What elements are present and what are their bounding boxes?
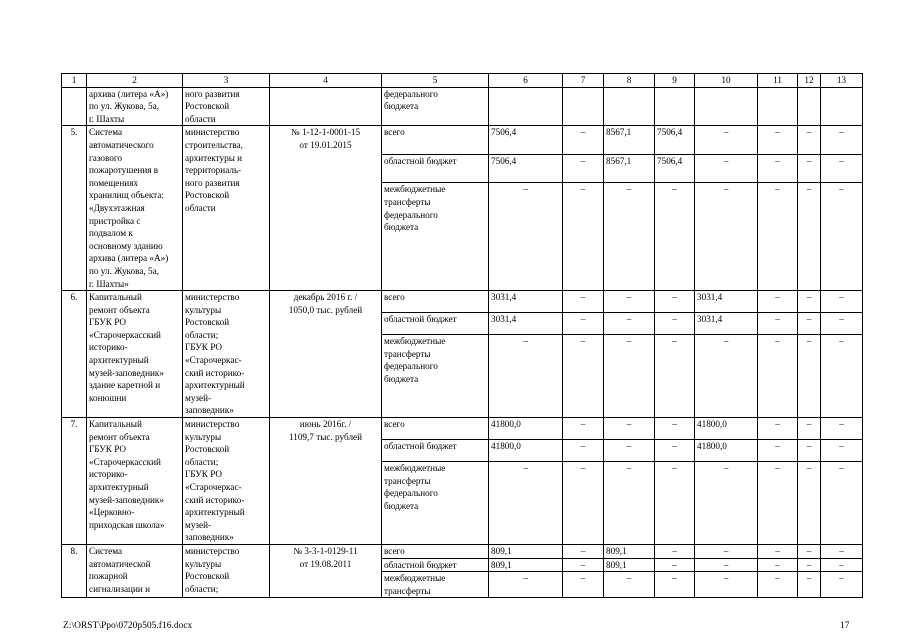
- value-cell: –: [655, 439, 695, 461]
- object-name-cell: Система автоматической пожарной сигнализации и: [87, 544, 183, 597]
- funding-source-cell: всего: [382, 126, 489, 155]
- budget-table: [61, 73, 863, 598]
- value-cell: –: [655, 558, 695, 572]
- funding-source-cell: федерального бюджета: [382, 87, 489, 126]
- value-cell: –: [695, 183, 758, 291]
- value-cell: –: [489, 461, 563, 544]
- value-cell: –: [695, 335, 758, 418]
- funding-source-cell: областной бюджет: [382, 313, 489, 335]
- value-cell: –: [695, 544, 758, 558]
- value-cell: 809,1: [604, 544, 655, 558]
- funding-source-cell: областной бюджет: [382, 558, 489, 572]
- value-cell: [563, 87, 604, 126]
- value-cell: 3031,4: [489, 313, 563, 335]
- value-cell: –: [798, 572, 821, 598]
- value-cell: –: [758, 544, 798, 558]
- value-cell: –: [758, 418, 798, 440]
- value-cell: –: [798, 291, 821, 313]
- funding-source-cell: областной бюджет: [382, 439, 489, 461]
- value-cell: 41800,0: [695, 418, 758, 440]
- funding-source-cell: межбюджетные трансферты федерального бюджета: [382, 461, 489, 544]
- value-cell: –: [563, 313, 604, 335]
- object-name-cell: Капитальный ремонт объекта ГБУК РО «Старочеркасский историко- архитектурный музей-заповедник» здание каретной и конюшни: [87, 291, 183, 418]
- column-header: 12: [798, 74, 821, 88]
- value-cell: –: [563, 335, 604, 418]
- value-cell: [798, 87, 821, 126]
- funding-source-cell: всего: [382, 418, 489, 440]
- value-cell: –: [758, 335, 798, 418]
- funding-source-cell: областной бюджет: [382, 154, 489, 183]
- value-cell: –: [798, 313, 821, 335]
- value-cell: –: [758, 154, 798, 183]
- value-cell: –: [821, 572, 863, 598]
- value-cell: 7506,4: [489, 126, 563, 155]
- value-cell: –: [604, 183, 655, 291]
- value-cell: –: [563, 544, 604, 558]
- value-cell: –: [563, 183, 604, 291]
- value-cell: –: [563, 126, 604, 155]
- value-cell: 809,1: [489, 544, 563, 558]
- value-cell: –: [798, 544, 821, 558]
- value-cell: [655, 87, 695, 126]
- value-cell: –: [655, 461, 695, 544]
- document-cell: июнь 2016г. / 1109,7 тыс. рублей: [270, 418, 382, 545]
- funding-source-cell: межбюджетные трансферты: [382, 572, 489, 598]
- value-cell: –: [798, 183, 821, 291]
- value-cell: –: [563, 291, 604, 313]
- row-number-cell: [62, 87, 87, 126]
- value-cell: –: [821, 418, 863, 440]
- value-cell: 3031,4: [695, 313, 758, 335]
- value-cell: [821, 87, 863, 126]
- value-cell: –: [821, 544, 863, 558]
- object-name-cell: архива (литера «А») по ул. Жукова, 5а, г. Шахты: [87, 87, 183, 126]
- value-cell: –: [655, 335, 695, 418]
- value-cell: [695, 87, 758, 126]
- value-cell: –: [604, 461, 655, 544]
- value-cell: 7506,4: [655, 154, 695, 183]
- value-cell: –: [655, 572, 695, 598]
- value-cell: –: [821, 154, 863, 183]
- value-cell: –: [798, 154, 821, 183]
- value-cell: [489, 87, 563, 126]
- table-row: [62, 418, 863, 440]
- value-cell: 8567,1: [604, 126, 655, 155]
- carry-over-row: [62, 87, 863, 126]
- funding-source-cell: межбюджетные трансферты федерального бюджета: [382, 183, 489, 291]
- value-cell: –: [821, 335, 863, 418]
- value-cell: –: [798, 461, 821, 544]
- column-header: 4: [270, 74, 382, 88]
- value-cell: –: [604, 291, 655, 313]
- value-cell: –: [798, 558, 821, 572]
- value-cell: –: [489, 335, 563, 418]
- value-cell: –: [695, 572, 758, 598]
- value-cell: –: [563, 418, 604, 440]
- column-header: 3: [183, 74, 270, 88]
- table-row: [62, 544, 863, 558]
- value-cell: [758, 87, 798, 126]
- table-row: [62, 291, 863, 313]
- value-cell: –: [758, 558, 798, 572]
- value-cell: –: [604, 335, 655, 418]
- organization-cell: министерство строительства, архитектуры и территориаль- ного развития Ростовской области: [183, 126, 270, 291]
- row-number-cell: 5.: [62, 126, 87, 291]
- value-cell: 3031,4: [695, 291, 758, 313]
- value-cell: 41800,0: [489, 439, 563, 461]
- value-cell: –: [758, 461, 798, 544]
- organization-cell: ного развития Ростовской области: [183, 87, 270, 126]
- organization-cell: министерство культуры Ростовской области;: [183, 544, 270, 597]
- document-cell: № 3-3-1-0129-11 от 19.08.2011: [270, 544, 382, 597]
- value-cell: 809,1: [489, 558, 563, 572]
- funding-source-cell: межбюджетные трансферты федерального бюджета: [382, 335, 489, 418]
- value-cell: –: [821, 183, 863, 291]
- row-number-cell: 6.: [62, 291, 87, 418]
- row-number-cell: 8.: [62, 544, 87, 597]
- value-cell: –: [821, 439, 863, 461]
- value-cell: –: [655, 418, 695, 440]
- value-cell: 7506,4: [489, 154, 563, 183]
- value-cell: 809,1: [604, 558, 655, 572]
- table-row: [62, 126, 863, 155]
- value-cell: –: [655, 291, 695, 313]
- value-cell: 3031,4: [489, 291, 563, 313]
- column-header: 1: [62, 74, 87, 88]
- value-cell: –: [563, 558, 604, 572]
- column-header: 10: [695, 74, 758, 88]
- value-cell: –: [604, 313, 655, 335]
- column-header: 7: [563, 74, 604, 88]
- value-cell: –: [821, 126, 863, 155]
- document-cell: декабрь 2016 г. / 1050,0 тыс. рублей: [270, 291, 382, 418]
- column-header: 6: [489, 74, 563, 88]
- value-cell: –: [798, 335, 821, 418]
- value-cell: –: [695, 558, 758, 572]
- column-header: 13: [821, 74, 863, 88]
- funding-source-cell: всего: [382, 291, 489, 313]
- value-cell: –: [563, 154, 604, 183]
- value-cell: –: [604, 439, 655, 461]
- value-cell: –: [489, 572, 563, 598]
- value-cell: –: [758, 313, 798, 335]
- organization-cell: министерство культуры Ростовской области; ГБУК РО «Старочеркас- ский историко- архитектурный музей- заповедник»: [183, 291, 270, 418]
- value-cell: –: [798, 126, 821, 155]
- value-cell: –: [563, 439, 604, 461]
- organization-cell: министерство культуры Ростовской области; ГБУК РО «Старочеркас- ский историко- архитектурный музей- заповедник»: [183, 418, 270, 545]
- value-cell: 41800,0: [489, 418, 563, 440]
- column-header: 2: [87, 74, 183, 88]
- value-cell: –: [655, 183, 695, 291]
- column-header: 11: [758, 74, 798, 88]
- object-name-cell: Капитальный ремонт объекта ГБУК РО «Старочеркасский историко- архитектурный музей-заповедник» «Церковно- приходская школа»: [87, 418, 183, 545]
- value-cell: –: [758, 183, 798, 291]
- value-cell: –: [695, 461, 758, 544]
- column-header: 5: [382, 74, 489, 88]
- value-cell: –: [655, 544, 695, 558]
- value-cell: –: [758, 439, 798, 461]
- column-header: 9: [655, 74, 695, 88]
- funding-source-cell: всего: [382, 544, 489, 558]
- value-cell: 7506,4: [655, 126, 695, 155]
- value-cell: –: [655, 313, 695, 335]
- value-cell: –: [798, 418, 821, 440]
- value-cell: [604, 87, 655, 126]
- value-cell: –: [821, 313, 863, 335]
- row-number-cell: 7.: [62, 418, 87, 545]
- value-cell: 8567,1: [604, 154, 655, 183]
- document-cell: № 1-12-1-0001-15 от 19.01.2015: [270, 126, 382, 291]
- value-cell: –: [798, 439, 821, 461]
- value-cell: –: [821, 291, 863, 313]
- value-cell: –: [758, 126, 798, 155]
- value-cell: –: [758, 572, 798, 598]
- value-cell: –: [604, 572, 655, 598]
- value-cell: –: [821, 461, 863, 544]
- value-cell: –: [563, 461, 604, 544]
- value-cell: –: [604, 418, 655, 440]
- column-header: 8: [604, 74, 655, 88]
- value-cell: –: [695, 154, 758, 183]
- value-cell: –: [563, 572, 604, 598]
- value-cell: –: [821, 558, 863, 572]
- value-cell: 41800,0: [695, 439, 758, 461]
- page-number: 17: [840, 621, 850, 631]
- value-cell: –: [489, 183, 563, 291]
- document-cell: [270, 87, 382, 126]
- value-cell: –: [758, 291, 798, 313]
- header-row: [62, 74, 863, 88]
- file-path: Z:\ORST\Ppo\0720p505.f16.docx: [63, 621, 193, 631]
- object-name-cell: Система автоматического газового пожаротушения в помещениях хранилищ объекта: «Двухэтажная пристройка с подвалом к основному зданию архива (литера «А») по ул. Жукова, 5а, г. Шахты»: [87, 126, 183, 291]
- value-cell: –: [695, 126, 758, 155]
